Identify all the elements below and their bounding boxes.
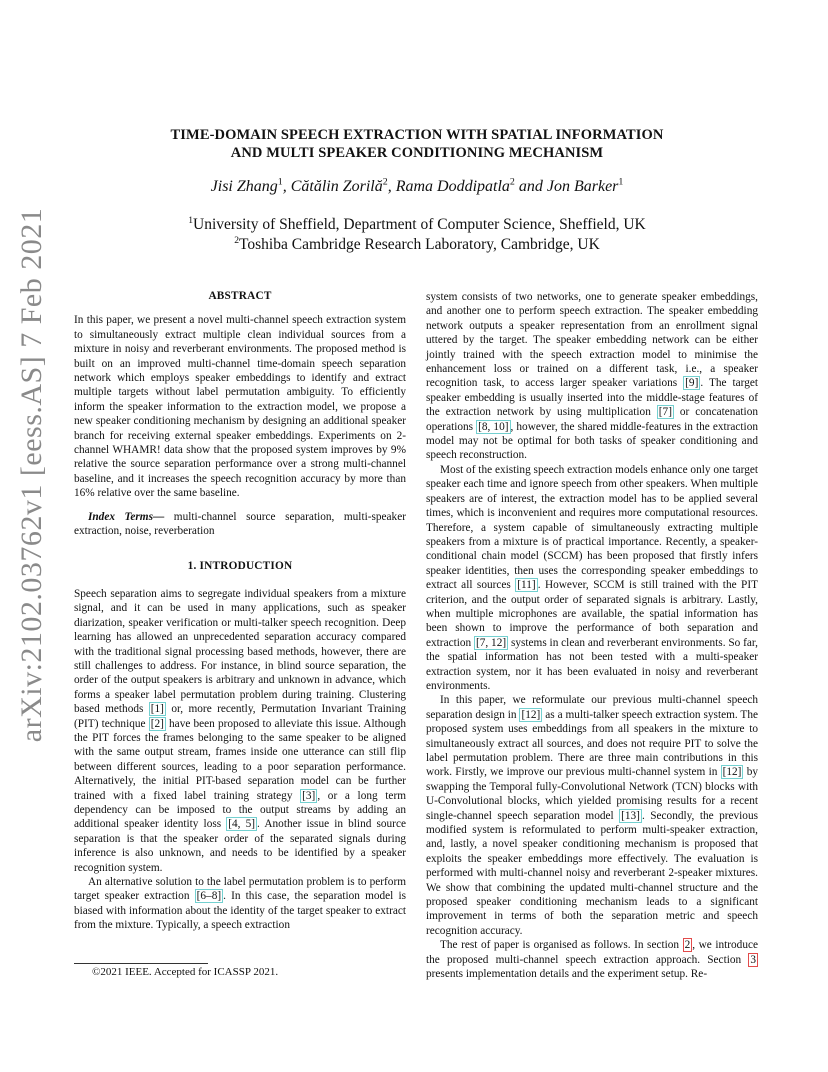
citation-link[interactable]: [6–8] bbox=[196, 890, 222, 903]
paragraph-text: presents implementation details and the experiment setup. Re- bbox=[426, 968, 708, 981]
affiliation-text: University of Sheffield, Department of Computer Science, Sheffield, UK bbox=[193, 216, 646, 233]
paragraph-text: . The target speaker embedding is usually inserted into the middle-stage features of the extraction network by using multiplication bbox=[426, 377, 758, 419]
body-paragraph bbox=[426, 290, 758, 463]
paragraph-text: system consists of two networks, one to generate speaker embeddings, and another one to perform speech extraction. The speaker embedding network outputs a speaker representation from an enrollment signal uttered by the target. The speaker embedding network can be either jointly trained with the speech extraction model to minimise the enhancement loss or trained on a different task, i.e., a speaker recognition task, to access larger speaker variations bbox=[426, 291, 758, 390]
body-paragraph bbox=[426, 693, 758, 938]
citation-link[interactable]: [11] bbox=[517, 579, 536, 592]
affiliation-line bbox=[74, 235, 760, 255]
author-name: Cătălin Zorilă bbox=[290, 178, 383, 195]
body-paragraph bbox=[74, 875, 406, 933]
citation-link[interactable]: [13] bbox=[621, 809, 640, 822]
paper-title bbox=[74, 126, 760, 162]
abstract-body: In this paper, we present a novel multi-channel speech extraction system to simultaneously extract multiple clean individual sources from a mixture in noisy and reverberant environments. The proposed method is built on an improved multi-channel time-domain speech separation network which employs speaker embeddings to identify and extract multiple targets without label permutation ambiguity. To efficiently inform the speaker information to the extraction model, we propose a new speaker conditioning mechanism by designing an additional speaker branch for receiving external speaker embeddings. Experiments on 2-channel WHAMR! data show that the proposed system improves by 9% relative the source separation performance over a strong multi-channel baseline, and it increases the speech recognition accuracy by more than 16% relative over the same baseline. bbox=[74, 314, 406, 500]
footnote-divider bbox=[74, 963, 208, 964]
section-reference-link[interactable]: 2 bbox=[684, 939, 691, 952]
paragraph-text: . Secondly, the previous modified system is reformulated to perform multi-speaker extraction, and, lastly, a novel speaker conditioning mechanism is proposed that exploits the speaker embeddings more effectively. The evaluation is performed with multi-channel noisy and reverberant 2-speaker mixtures. We show that combining the updated multi-channel structure and the proposed speaker conditioning mechanism leads to a significant improvement in terms of both the separation metric and speech recognition accuracy. bbox=[426, 809, 758, 937]
paragraph-text: Most of the existing speech extraction models enhance only one target speaker each time and ignore speech from other speakers. When multiple speakers are of interest, the extraction model has to be applied several times, which is inconvenient and requires more computational resources. Therefore, a system capable of simultaneously extracting multiple speakers from a mixture is of practical importance. Recently, a speaker-conditional chain model (SCCM) has been proposed that firstly infers speaker identities, then uses the corresponding speaker embeddings to extract all sources bbox=[426, 463, 758, 592]
affiliation-number: 2 bbox=[234, 234, 240, 246]
paragraph-text: , however, the shared middle-features in the extraction model may not be optimal for both tasks of speaker conditioning and speech reconstruction. bbox=[426, 420, 758, 462]
paragraph-text: The rest of paper is organised as follows. In section bbox=[440, 939, 683, 952]
author-affiliation-mark: 2 bbox=[509, 176, 515, 188]
copyright-footnote: ©2021 IEEE. Accepted for ICASSP 2021. bbox=[92, 966, 279, 978]
paragraph-text: as a multi-talker speech extraction system. The proposed system uses embeddings from all speakers in the mixture to simultaneously extract all sources, and does not require PIT to solve the label permutation problem. There are three main contributions in this work. Firstly, we improve our previous multi-channel system in bbox=[426, 708, 758, 779]
citation-link[interactable]: [7, 12] bbox=[476, 636, 507, 649]
author-affiliation-mark: 2 bbox=[382, 176, 388, 188]
author-separator: , bbox=[282, 178, 291, 195]
body-paragraph bbox=[426, 463, 758, 694]
paragraph-text: . Another issue in blind source separation is that the speaker order of the separated signals during inference is also unknown, and needs to be identified by a speaker recognition system. bbox=[74, 818, 406, 874]
left-column bbox=[74, 289, 406, 933]
citation-link[interactable]: [3] bbox=[302, 789, 316, 802]
citation-link[interactable]: [12] bbox=[521, 708, 541, 721]
paragraph-text: An alternative solution to the label permutation problem is to perform target speaker extraction bbox=[74, 876, 406, 903]
arxiv-id-text: arXiv:2102.03762v1 [eess.AS] 7 Feb 2021 bbox=[15, 207, 49, 743]
paragraph-text: systems in clean and reverberant environments. So far, the spatial information has not been tested with a multi-speaker extraction system, nor it has been evaluated in noisy and reverberant environments. bbox=[426, 636, 759, 692]
title-line-2: AND MULTI SPEAKER CONDITIONING MECHANISM bbox=[230, 145, 604, 161]
body-paragraph bbox=[426, 938, 758, 981]
citation-link[interactable]: [7] bbox=[658, 406, 672, 419]
paragraph-text: , or a long term dependency can be imposed to the output streams by adding an additional speaker identity loss bbox=[74, 789, 406, 831]
introduction-body-left bbox=[74, 587, 406, 933]
citation-link[interactable]: [2] bbox=[150, 717, 164, 730]
index-terms bbox=[74, 510, 406, 539]
citation-link[interactable]: [9] bbox=[685, 377, 699, 390]
author-name: Jon Barker bbox=[546, 178, 619, 195]
paragraph-text: . In this case, the separation model is biased with information about the identity of the target speaker to extract from the mixture. Typically, a speech extraction bbox=[74, 890, 406, 932]
title-line-1: TIME-DOMAIN SPEECH EXTRACTION WITH SPATIAL INFORMATION bbox=[170, 127, 664, 143]
affiliation-number: 1 bbox=[188, 214, 194, 226]
author-list bbox=[74, 178, 760, 196]
paragraph-text: Speech separation aims to segregate individual speakers from a mixture signal, and it can be used in many applications, such as speaker diarization, speaker verification or multi-talker speech recognition. Deep learning has allowed an unprecedented separation accuracy compared with the traditional signal processing based methods, however, there are still challenges to address. For instance, in blind source separation, the order of the output speakers is arbitrary and unknown in advance, which forms a speaker label permutation problem during training. Clustering based methods bbox=[74, 587, 406, 716]
author-affiliation-mark: 1 bbox=[618, 176, 624, 188]
citation-link[interactable]: [1] bbox=[150, 703, 164, 716]
paragraph-text: by swapping the Temporal fully-Convolutional Network (TCN) blocks with U-Convolutional blocks, which yielded promising results for a recent single-channel speech separation model bbox=[426, 766, 759, 822]
introduction-body-right bbox=[426, 290, 758, 982]
affiliation-list bbox=[74, 215, 760, 255]
abstract-heading: ABSTRACT bbox=[208, 290, 272, 302]
paragraph-text: . However, SCCM is still trained with the PIT criterion, and the output order of separated signals is arbitrary. Lastly, when multiple microphones are available, the spatial information has been shown to improve the performance of both separation and extraction bbox=[426, 579, 759, 649]
paragraph-text: or concatenation operations bbox=[426, 406, 758, 433]
paragraph-text: , we introduce the proposed multi-channel speech extraction approach. Section bbox=[426, 939, 758, 966]
paragraph-text: or, more recently, Permutation Invariant Training (PIT) technique bbox=[74, 703, 406, 730]
arxiv-identifier-stamp bbox=[10, 207, 54, 743]
author-name: Jisi Zhang bbox=[210, 178, 278, 195]
section-reference-link[interactable]: 3 bbox=[750, 953, 756, 966]
introduction-heading: 1. INTRODUCTION bbox=[187, 559, 293, 572]
paragraph-text: In this paper, we reformulate our previous multi-channel speech separation design in bbox=[426, 694, 758, 721]
index-terms-text: multi-channel source separation, multi-speaker extraction, noise, reverberation bbox=[74, 510, 406, 538]
citation-link[interactable]: [12] bbox=[722, 766, 742, 779]
author-separator: , bbox=[387, 178, 396, 195]
right-column bbox=[426, 290, 758, 982]
author-affiliation-mark: 1 bbox=[277, 176, 283, 188]
author-separator: and bbox=[514, 178, 547, 195]
index-terms-label: Index Terms— bbox=[88, 510, 165, 523]
author-name: Rama Doddipatla bbox=[395, 178, 510, 195]
affiliation-text: Toshiba Cambridge Research Laboratory, Cambridge, UK bbox=[239, 236, 600, 253]
citation-link[interactable]: [4, 5] bbox=[228, 818, 256, 831]
paragraph-text: have been proposed to alleviate this issue. Although the PIT forces the frames belonging to the same speaker to be aligned with the same output stream, frames inside one utterance can still flip between different sources, leading to a poor separation performance. Alternatively, the initial PIT-based separation model can be further trained with a fixed label training strategy bbox=[74, 717, 406, 802]
citation-link[interactable]: [8, 10] bbox=[478, 420, 509, 433]
body-paragraph bbox=[74, 587, 406, 875]
affiliation-line bbox=[74, 215, 760, 235]
